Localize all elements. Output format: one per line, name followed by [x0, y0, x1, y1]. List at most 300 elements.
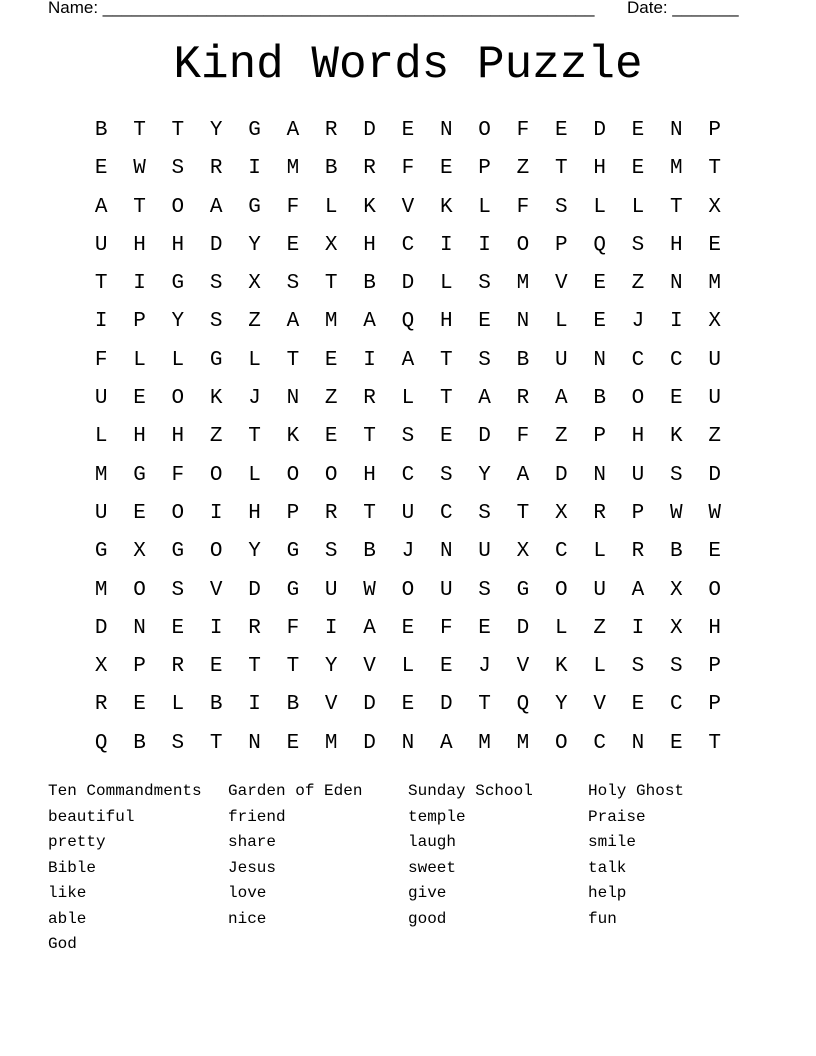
word-list-item: nice	[228, 909, 267, 928]
grid-cell: N	[516, 310, 530, 334]
grid-cell: Y	[554, 693, 568, 717]
grid-cell: T	[708, 731, 721, 755]
grid-cell: I	[94, 310, 108, 334]
word-list-item: talk	[588, 858, 627, 877]
grid-cell: K	[670, 425, 683, 449]
grid-cell: T	[478, 693, 491, 717]
grid-cell: B	[363, 272, 376, 296]
grid-cell: I	[670, 310, 683, 334]
grid-cell: O	[209, 540, 223, 564]
grid-cell: D	[478, 425, 491, 449]
grid-cell: A	[363, 310, 376, 334]
grid-cell: X	[670, 616, 683, 640]
grid-cell: U	[401, 501, 415, 525]
grid-cell: E	[209, 655, 223, 679]
grid-cell: E	[286, 731, 300, 755]
grid-cell: N	[631, 731, 645, 755]
grid-cell: T	[439, 387, 453, 411]
grid-cell: L	[439, 272, 453, 296]
grid-cell: B	[133, 731, 146, 755]
grid-cell: R	[248, 616, 261, 640]
grid-cell: S	[478, 348, 491, 372]
word-list-item: able	[48, 909, 87, 928]
grid-cell: X	[133, 540, 146, 564]
grid-cell: U	[324, 578, 338, 602]
grid-cell: B	[363, 540, 376, 564]
grid-cell: J	[401, 540, 415, 564]
grid-cell: V	[593, 693, 606, 717]
grid-cell: L	[593, 655, 606, 679]
grid-cell: H	[171, 425, 185, 449]
grid-cell: E	[439, 425, 453, 449]
grid-cell: Y	[248, 233, 261, 257]
grid-row	[82, 189, 734, 227]
grid-cell: E	[593, 272, 606, 296]
grid-row	[82, 495, 734, 533]
grid-cell: F	[171, 463, 185, 487]
grid-cell: I	[133, 272, 146, 296]
grid-cell: S	[286, 272, 300, 296]
grid-cell: B	[94, 119, 108, 142]
grid-cell: L	[554, 616, 568, 640]
grid-cell: D	[94, 616, 108, 640]
grid-cell: E	[286, 233, 300, 257]
grid-cell: T	[133, 119, 146, 142]
grid-cell: S	[631, 233, 645, 257]
grid-cell: D	[593, 119, 606, 142]
grid-cell: V	[401, 195, 415, 219]
grid-cell: X	[94, 655, 108, 679]
grid-cell: F	[516, 119, 530, 142]
grid-cell: A	[363, 616, 376, 640]
grid-cell: W	[670, 501, 683, 525]
grid-cell: T	[363, 501, 376, 525]
grid-cell: E	[133, 501, 146, 525]
grid-cell: H	[248, 501, 261, 525]
grid-cell: D	[708, 463, 721, 487]
grid-cell: H	[363, 463, 376, 487]
grid-cell: B	[670, 540, 683, 564]
grid-row	[82, 457, 734, 495]
grid-cell: R	[171, 655, 185, 679]
grid-cell: N	[248, 731, 261, 755]
grid-cell: J	[478, 655, 491, 679]
grid-cell: H	[708, 616, 721, 640]
grid-cell: D	[363, 731, 376, 755]
grid-cell: Q	[94, 731, 108, 755]
word-list-item: temple	[408, 807, 466, 826]
grid-cell: U	[554, 348, 568, 372]
grid-cell: U	[593, 578, 606, 602]
grid-cell: K	[286, 425, 300, 449]
grid-cell: Q	[516, 693, 530, 717]
grid-cell: H	[133, 233, 146, 257]
grid-cell: O	[401, 578, 415, 602]
grid-row	[82, 648, 734, 686]
grid-cell: D	[516, 616, 530, 640]
grid-row	[82, 112, 734, 150]
grid-cell: Y	[209, 119, 223, 142]
grid-cell: E	[439, 157, 453, 181]
word-list-item: laugh	[408, 833, 457, 851]
grid-cell: L	[171, 693, 185, 717]
grid-cell: E	[478, 310, 491, 334]
grid-cell: A	[631, 578, 645, 602]
grid-cell: P	[708, 693, 721, 717]
word-list-item: pretty	[48, 833, 106, 851]
grid-cell: P	[708, 655, 721, 679]
grid-cell: G	[171, 272, 185, 296]
grid-cell: T	[439, 348, 453, 372]
grid-cell: U	[478, 540, 491, 564]
grid-cell: P	[708, 119, 721, 142]
grid-cell: P	[133, 310, 146, 334]
grid-cell: F	[439, 616, 453, 640]
grid-cell: O	[708, 578, 721, 602]
word-list-item: Jesus	[228, 858, 277, 877]
grid-cell: C	[401, 463, 415, 487]
grid-cell: Y	[248, 540, 261, 564]
grid-cell: R	[593, 501, 606, 525]
grid-cell: M	[94, 463, 108, 487]
grid-cell: E	[478, 616, 491, 640]
grid-cell: S	[670, 655, 683, 679]
grid-cell: M	[94, 578, 108, 602]
grid-cell: K	[554, 655, 568, 679]
grid-row	[82, 303, 734, 341]
grid-cell: D	[439, 693, 453, 717]
grid-cell: L	[478, 195, 491, 219]
grid-row	[82, 150, 734, 188]
grid-cell: X	[554, 501, 568, 525]
grid-row	[82, 418, 734, 456]
grid-cell: O	[133, 578, 146, 602]
grid-cell: O	[554, 731, 568, 755]
grid-cell: S	[478, 272, 491, 296]
grid-cell: B	[286, 693, 300, 717]
grid-cell: I	[439, 233, 453, 257]
grid-row	[82, 227, 734, 265]
grid-cell: J	[631, 310, 645, 334]
grid-cell: O	[209, 463, 223, 487]
grid-cell: R	[516, 387, 530, 411]
grid-cell: G	[171, 540, 185, 564]
grid-cell: E	[401, 119, 415, 142]
grid-cell: R	[209, 157, 223, 181]
grid-cell: A	[439, 731, 453, 755]
grid-cell: L	[593, 540, 606, 564]
grid-cell: T	[554, 157, 568, 181]
grid-cell: T	[286, 655, 300, 679]
grid-row	[82, 686, 734, 724]
word-list	[48, 780, 788, 959]
grid-cell: I	[478, 233, 491, 257]
grid-cell: S	[478, 578, 491, 602]
grid-cell: C	[439, 501, 453, 525]
grid-cell: G	[248, 119, 261, 142]
grid-cell: O	[554, 578, 568, 602]
grid-cell: E	[631, 157, 645, 181]
grid-cell: E	[670, 731, 683, 755]
word-list-item: God	[48, 935, 77, 953]
grid-cell: P	[593, 425, 606, 449]
grid-cell: U	[708, 387, 721, 411]
grid-cell: T	[670, 195, 683, 219]
grid-cell: T	[94, 272, 108, 296]
grid-cell: N	[593, 348, 606, 372]
grid-cell: G	[286, 540, 300, 564]
grid-cell: Z	[516, 157, 530, 181]
grid-cell: A	[286, 119, 300, 142]
word-list-item: share	[228, 833, 277, 851]
grid-cell: L	[631, 195, 645, 219]
grid-cell: G	[516, 578, 530, 602]
grid-cell: Z	[248, 310, 261, 334]
grid-cell: G	[248, 195, 261, 219]
grid-cell: H	[631, 425, 645, 449]
grid-cell: Z	[593, 616, 606, 640]
grid-cell: B	[593, 387, 606, 411]
grid-cell: A	[286, 310, 300, 334]
grid-cell: Q	[593, 233, 606, 257]
grid-cell: T	[248, 655, 261, 679]
grid-cell: O	[171, 195, 185, 219]
grid-cell: E	[94, 157, 108, 181]
grid-cell: I	[324, 616, 338, 640]
grid-cell: M	[324, 310, 338, 334]
grid-cell: D	[248, 578, 261, 602]
grid-cell: L	[248, 348, 261, 372]
grid-cell: Y	[478, 463, 491, 487]
grid-cell: K	[439, 195, 453, 219]
grid-row	[82, 265, 734, 303]
grid-cell: T	[324, 272, 338, 296]
grid-cell: A	[401, 348, 415, 372]
grid-cell: U	[94, 233, 108, 257]
grid-cell: K	[363, 195, 376, 219]
grid-cell: D	[363, 693, 376, 717]
grid-cell: I	[209, 501, 223, 525]
grid-cell: M	[324, 731, 338, 755]
grid-cell: H	[439, 310, 453, 334]
grid-cell: M	[516, 731, 530, 755]
grid-cell: O	[286, 463, 300, 487]
grid-cell: S	[439, 463, 453, 487]
grid-cell: R	[363, 387, 376, 411]
grid-cell: S	[631, 655, 645, 679]
grid-cell: E	[324, 348, 338, 372]
grid-cell: I	[248, 157, 261, 181]
grid-cell: C	[631, 348, 645, 372]
grid-cell: Q	[401, 310, 415, 334]
name-field-label: Name: ____________________________________________________	[48, 0, 595, 17]
grid-row	[82, 342, 734, 380]
grid-cell: S	[209, 272, 223, 296]
grid-cell: Z	[631, 272, 645, 296]
grid-cell: H	[593, 157, 606, 181]
word-list-item: Sunday School	[408, 782, 533, 800]
grid-cell: E	[708, 233, 721, 257]
grid-cell: D	[401, 272, 415, 296]
grid-cell: E	[171, 616, 185, 640]
grid-cell: M	[286, 157, 300, 181]
grid-cell: J	[248, 387, 261, 411]
grid-cell: P	[286, 501, 300, 525]
grid-cell: T	[209, 731, 223, 755]
grid-cell: S	[401, 425, 415, 449]
grid-cell: S	[171, 731, 185, 755]
grid-cell: L	[324, 195, 338, 219]
grid-cell: T	[171, 119, 185, 142]
word-list-item: help	[588, 884, 627, 902]
grid-cell: E	[133, 387, 146, 411]
grid-cell: H	[363, 233, 376, 257]
grid-cell: N	[593, 463, 606, 487]
grid-cell: A	[516, 463, 530, 487]
grid-cell: E	[631, 119, 645, 142]
grid-cell: I	[248, 693, 261, 717]
grid-cell: N	[439, 119, 453, 142]
grid-cell: O	[324, 463, 338, 487]
grid-cell: K	[209, 387, 223, 411]
grid-cell: C	[670, 693, 683, 717]
word-list-item: sweet	[408, 858, 457, 877]
word-list-item: Holy Ghost	[588, 782, 685, 800]
word-list-item: give	[408, 884, 447, 902]
grid-cell: E	[439, 655, 453, 679]
word-list-item: smile	[588, 833, 637, 851]
grid-cell: C	[593, 731, 606, 755]
grid-cell: Y	[324, 655, 338, 679]
grid-cell: X	[324, 233, 338, 257]
grid-cell: X	[708, 310, 721, 334]
grid-cell: E	[401, 693, 415, 717]
grid-cell: R	[631, 540, 645, 564]
grid-cell: L	[401, 655, 415, 679]
grid-cell: O	[171, 501, 185, 525]
grid-cell: I	[631, 616, 645, 640]
grid-cell: F	[516, 425, 530, 449]
grid-cell: E	[708, 540, 721, 564]
grid-cell: S	[171, 578, 185, 602]
grid-cell: L	[401, 387, 415, 411]
grid-row	[82, 725, 734, 763]
grid-cell: I	[209, 616, 223, 640]
grid-cell: P	[478, 157, 491, 181]
grid-cell: S	[171, 157, 185, 181]
grid-cell: W	[133, 157, 146, 181]
grid-cell: I	[363, 348, 376, 372]
header	[48, 0, 748, 20]
word-list-item: Ten Commandments	[48, 782, 202, 800]
grid-cell: O	[478, 119, 491, 142]
grid-cell: B	[516, 348, 530, 372]
grid-cell: V	[324, 693, 338, 717]
grid-cell: C	[401, 233, 415, 257]
grid-cell: E	[670, 387, 683, 411]
grid-cell: B	[209, 693, 223, 717]
grid-cell: B	[324, 157, 338, 181]
grid-cell: E	[593, 310, 606, 334]
grid-cell: Z	[324, 387, 338, 411]
grid-cell: H	[171, 233, 185, 257]
grid-cell: D	[209, 233, 223, 257]
grid-cell: T	[248, 425, 261, 449]
grid-cell: V	[209, 578, 223, 602]
grid-cell: H	[133, 425, 146, 449]
word-list-item: beautiful	[48, 807, 135, 826]
grid-cell: E	[401, 616, 415, 640]
grid-cell: E	[554, 119, 568, 142]
grid-cell: G	[94, 540, 108, 564]
grid-cell: P	[554, 233, 568, 257]
grid-cell: A	[209, 195, 223, 219]
grid-cell: N	[670, 119, 683, 142]
word-list-item: like	[48, 884, 87, 902]
grid-cell: L	[593, 195, 606, 219]
grid-cell: L	[554, 310, 568, 334]
grid-cell: S	[478, 501, 491, 525]
grid-cell: M	[516, 272, 530, 296]
grid-cell: L	[94, 425, 108, 449]
grid-row	[82, 572, 734, 610]
grid-cell: Z	[554, 425, 568, 449]
grid-cell: U	[708, 348, 721, 372]
grid-cell: T	[286, 348, 300, 372]
grid-cell: X	[708, 195, 721, 219]
grid-cell: R	[94, 693, 108, 717]
grid-cell: D	[554, 463, 568, 487]
grid-cell: A	[554, 387, 568, 411]
grid-cell: G	[209, 348, 223, 372]
grid-cell: M	[478, 731, 491, 755]
grid-cell: D	[363, 119, 376, 142]
word-list-item: fun	[588, 909, 617, 928]
grid-cell: X	[248, 272, 261, 296]
grid-cell: L	[171, 348, 185, 372]
grid-cell: R	[324, 501, 338, 525]
word-list-item: good	[408, 909, 447, 928]
grid-cell: F	[286, 195, 300, 219]
grid-cell: Y	[171, 310, 185, 334]
word-list-item: friend	[228, 807, 286, 826]
grid-cell: O	[171, 387, 185, 411]
grid-cell: T	[516, 501, 530, 525]
grid-cell: S	[670, 463, 683, 487]
grid-cell: G	[286, 578, 300, 602]
grid-cell: R	[363, 157, 376, 181]
grid-cell: X	[516, 540, 530, 564]
grid-cell: U	[94, 387, 108, 411]
grid-cell: N	[401, 731, 415, 755]
grid-row	[82, 610, 734, 648]
grid-cell: N	[133, 616, 146, 640]
grid-cell: W	[363, 578, 376, 602]
grid-cell: E	[133, 693, 146, 717]
puzzle-title: Kind Words Puzzle	[173, 39, 643, 91]
grid-cell: U	[94, 501, 108, 525]
word-list-item: love	[228, 884, 267, 902]
grid-cell: S	[209, 310, 223, 334]
grid-cell: X	[670, 578, 683, 602]
date-field-label: Date: _______	[627, 0, 739, 17]
grid-cell: N	[286, 387, 300, 411]
grid-cell: S	[324, 540, 338, 564]
grid-cell: S	[554, 195, 568, 219]
grid-cell: L	[133, 348, 146, 372]
grid-cell: C	[670, 348, 683, 372]
grid-cell: V	[363, 655, 376, 679]
